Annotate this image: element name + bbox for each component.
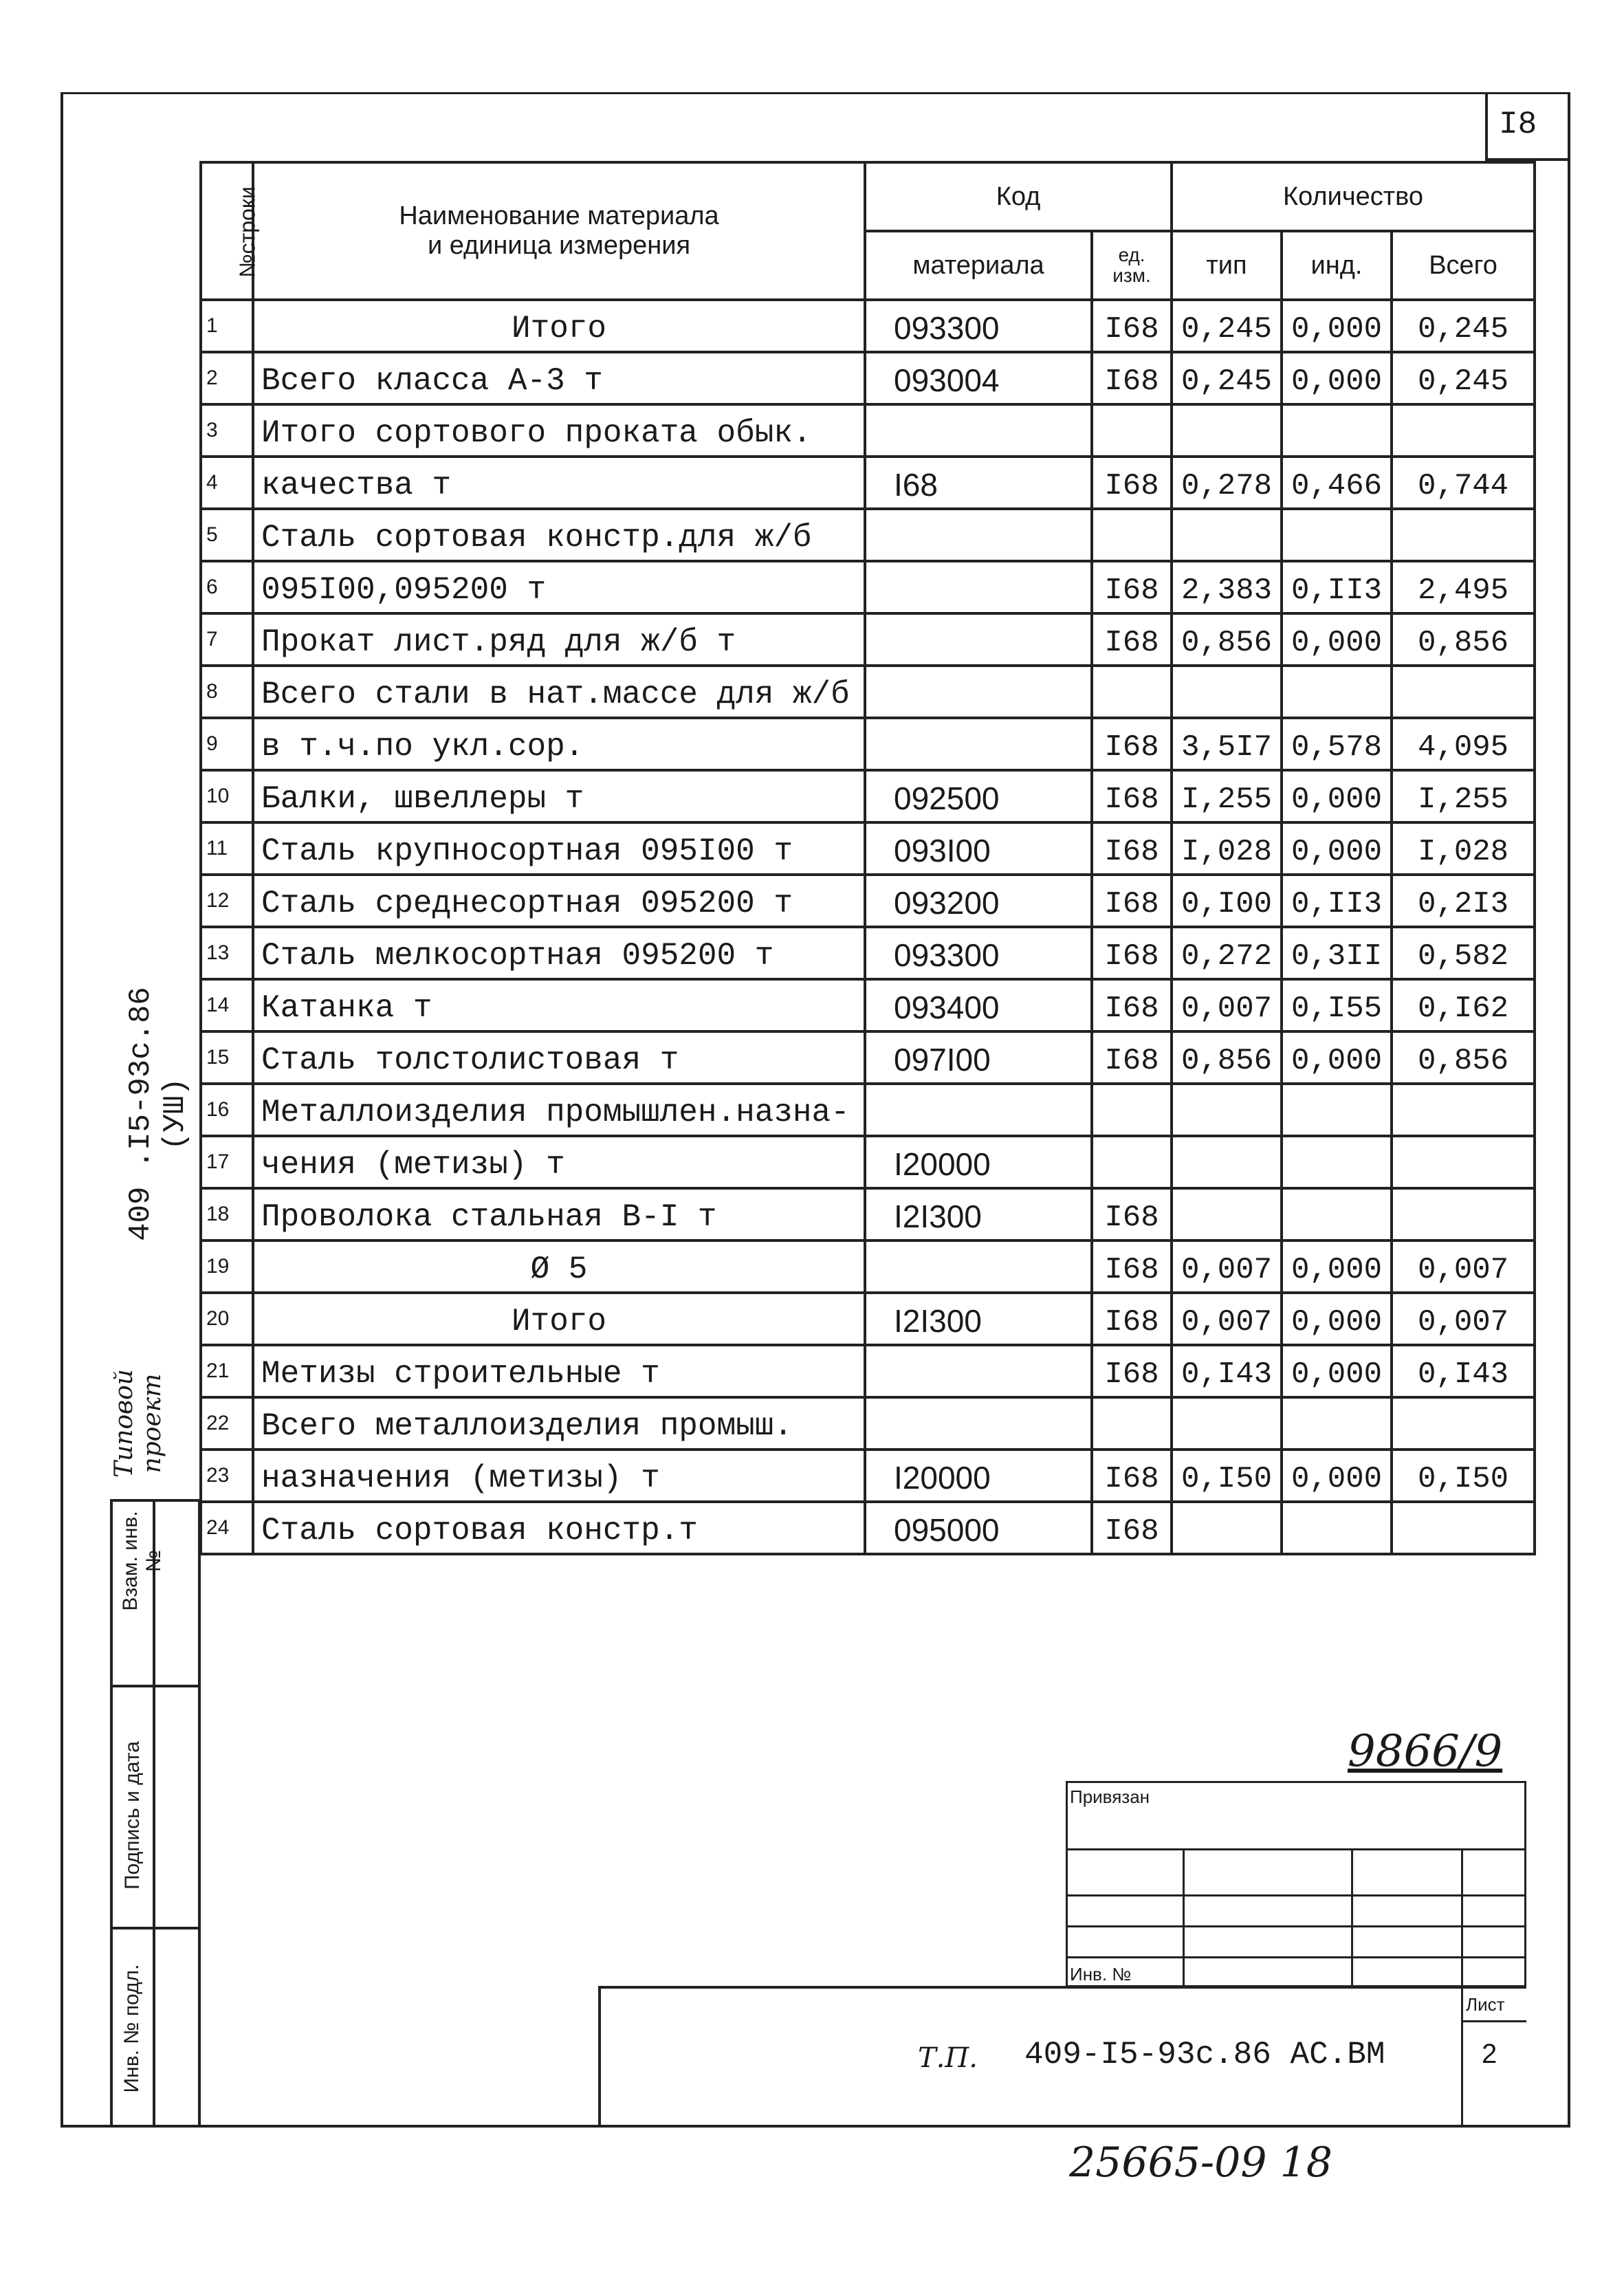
material-code — [865, 718, 1092, 770]
stamp-line — [1461, 1848, 1463, 1987]
stamp-line — [1066, 1925, 1526, 1927]
qty-type — [1172, 1188, 1282, 1240]
typical-project-vertical: Типовой проект — [110, 1369, 166, 1478]
qty-ind: 0,000 — [1282, 822, 1392, 875]
material-name: Всего стали в нат.массе для ж/б — [253, 666, 865, 718]
table-row — [201, 875, 1535, 927]
material-code: 097I00 — [865, 1031, 1092, 1084]
unit-code: I68 — [1092, 457, 1172, 509]
handwritten-number: 9866/9 — [1348, 1726, 1503, 1777]
header-code: Код — [865, 162, 1172, 231]
sheet-number: I8 — [1499, 107, 1537, 142]
row-number: 20 — [201, 1293, 253, 1345]
qty-type: 0,278 — [1172, 457, 1282, 509]
material-name: Всего металлоизделия промыш. — [253, 1397, 865, 1450]
stamp-line — [1066, 1894, 1526, 1896]
qty-type: 0,007 — [1172, 979, 1282, 1031]
unit-code: I68 — [1092, 718, 1172, 770]
table-row — [201, 1188, 1535, 1240]
unit-code: I68 — [1092, 300, 1172, 352]
sheet-label: Лист — [1466, 1994, 1505, 2015]
qty-total: 2,495 — [1392, 561, 1535, 613]
stamp-line — [1351, 1848, 1353, 1987]
qty-ind — [1282, 404, 1392, 457]
qty-type: 0,I43 — [1172, 1345, 1282, 1397]
unit-code: I68 — [1092, 770, 1172, 822]
qty-ind: 0,000 — [1282, 613, 1392, 666]
qty-ind: 0,000 — [1282, 300, 1392, 352]
table-row — [201, 1293, 1535, 1345]
row-number: 2 — [201, 352, 253, 404]
material-code — [865, 1240, 1092, 1293]
unit-code: I68 — [1092, 1031, 1172, 1084]
linked-label: Привязан — [1070, 1786, 1150, 1807]
material-name: Катанка т — [253, 979, 865, 1031]
qty-ind: 0,3II — [1282, 927, 1392, 979]
table-row — [201, 770, 1535, 822]
sheet-divider — [1461, 1986, 1463, 2128]
unit-code: I68 — [1092, 979, 1172, 1031]
qty-ind — [1282, 1502, 1392, 1554]
table-row — [201, 822, 1535, 875]
material-code: 093200 — [865, 875, 1092, 927]
qty-type: 3,5I7 — [1172, 718, 1282, 770]
unit-code — [1092, 509, 1172, 561]
unit-code: I68 — [1092, 1502, 1172, 1554]
row-number: 4 — [201, 457, 253, 509]
qty-total: 0,2I3 — [1392, 875, 1535, 927]
qty-total — [1392, 1136, 1535, 1188]
material-code — [865, 1084, 1092, 1136]
material-code: 093I00 — [865, 822, 1092, 875]
qty-total — [1392, 1397, 1535, 1450]
unit-code — [1092, 1084, 1172, 1136]
table-row — [201, 457, 1535, 509]
stamp-line — [1066, 1956, 1526, 1958]
table-row — [201, 561, 1535, 613]
material-code — [865, 509, 1092, 561]
material-code — [865, 404, 1092, 457]
material-code: 093400 — [865, 979, 1092, 1031]
qty-total: 0,245 — [1392, 352, 1535, 404]
table-row — [201, 1502, 1535, 1554]
material-code: 093004 — [865, 352, 1092, 404]
material-code: 095000 — [865, 1502, 1092, 1554]
qty-type — [1172, 666, 1282, 718]
material-code: I20000 — [865, 1450, 1092, 1502]
header-name: Наименование материала и единица измерения — [253, 162, 865, 300]
material-name: Итого — [253, 1293, 865, 1345]
stamp-line — [1183, 1848, 1185, 1987]
qty-total — [1392, 666, 1535, 718]
material-code: 092500 — [865, 770, 1092, 822]
row-number: 22 — [201, 1397, 253, 1450]
row-number: 23 — [201, 1450, 253, 1502]
stamp-line — [1066, 1848, 1526, 1850]
qty-type — [1172, 1136, 1282, 1188]
material-name: Сталь крупносортная 095I00 т — [253, 822, 865, 875]
row-number: 15 — [201, 1031, 253, 1084]
material-code — [865, 666, 1092, 718]
qty-type: 0,272 — [1172, 927, 1282, 979]
qty-ind: 0,000 — [1282, 1450, 1392, 1502]
unit-code: I68 — [1092, 1293, 1172, 1345]
qty-ind: 0,000 — [1282, 1031, 1392, 1084]
material-name: Всего класса А-3 т — [253, 352, 865, 404]
material-name: Метизы строительные т — [253, 1345, 865, 1397]
material-name: качества т — [253, 457, 865, 509]
qty-type — [1172, 1397, 1282, 1450]
sheet-number-value: 2 — [1482, 2039, 1497, 2069]
header-code-unit: ед. изм. — [1092, 231, 1172, 300]
row-number: 8 — [201, 666, 253, 718]
row-number: 16 — [201, 1084, 253, 1136]
stamp-inv-label: Инв. № подл. — [120, 1964, 143, 2093]
table-row — [201, 1084, 1535, 1136]
qty-total: 0,I43 — [1392, 1345, 1535, 1397]
row-number: 12 — [201, 875, 253, 927]
material-code: I20000 — [865, 1136, 1092, 1188]
material-name: Металлоизделия промышлен.назна- — [253, 1084, 865, 1136]
header-qty-ind: инд. — [1282, 231, 1392, 300]
document-code: 409-I5-93с.86 АС.ВМ — [1024, 2037, 1385, 2073]
table-row — [201, 613, 1535, 666]
header-quantity: Количество — [1172, 162, 1535, 231]
qty-ind — [1282, 1136, 1392, 1188]
project-code-vertical: 409 .I5-93с.86 (УШ) — [124, 987, 193, 1241]
header-qty-total: Всего — [1392, 231, 1535, 300]
qty-total: 0,856 — [1392, 613, 1535, 666]
material-name: Балки, швеллеры т — [253, 770, 865, 822]
material-name: в т.ч.по укл.сор. — [253, 718, 865, 770]
row-number: 18 — [201, 1188, 253, 1240]
material-name: Сталь мелкосортная 095200 т — [253, 927, 865, 979]
header-qty-type: тип — [1172, 231, 1282, 300]
qty-total — [1392, 404, 1535, 457]
unit-code: I68 — [1092, 1345, 1172, 1397]
material-code: 093300 — [865, 300, 1092, 352]
material-name: Ø 5 — [253, 1240, 865, 1293]
table-row — [201, 300, 1535, 352]
table-row — [201, 1240, 1535, 1293]
qty-total — [1392, 509, 1535, 561]
qty-ind — [1282, 1084, 1392, 1136]
qty-type: 0,245 — [1172, 300, 1282, 352]
stamp-divider — [153, 1499, 155, 2128]
qty-type — [1172, 1084, 1282, 1136]
qty-type: 0,856 — [1172, 613, 1282, 666]
stamp-sign-label: Подпись и дата — [121, 1741, 144, 1890]
material-name: чения (метизы) т — [253, 1136, 865, 1188]
qty-total: 0,856 — [1392, 1031, 1535, 1084]
stamp-replace-label: Взам. инв. № — [119, 1511, 165, 1611]
unit-code — [1092, 404, 1172, 457]
row-number: 17 — [201, 1136, 253, 1188]
material-code — [865, 1397, 1092, 1450]
row-number: 6 — [201, 561, 253, 613]
material-code: I2I300 — [865, 1188, 1092, 1240]
qty-type: I,255 — [1172, 770, 1282, 822]
row-number: 19 — [201, 1240, 253, 1293]
qty-ind — [1282, 1188, 1392, 1240]
material-code: I2I300 — [865, 1293, 1092, 1345]
material-code — [865, 1345, 1092, 1397]
material-code — [865, 561, 1092, 613]
material-name: Сталь толстолистовая т — [253, 1031, 865, 1084]
qty-type: 0,007 — [1172, 1240, 1282, 1293]
qty-ind: 0,466 — [1282, 457, 1392, 509]
unit-code: I68 — [1092, 352, 1172, 404]
sheet-divider — [1461, 2020, 1526, 2022]
qty-ind: 0,000 — [1282, 770, 1392, 822]
qty-total: I,255 — [1392, 770, 1535, 822]
table-row — [201, 1345, 1535, 1397]
qty-total: 0,744 — [1392, 457, 1535, 509]
material-name: назначения (метизы) т — [253, 1450, 865, 1502]
inv-label: Инв. № — [1070, 1964, 1132, 1985]
unit-code — [1092, 1397, 1172, 1450]
qty-total — [1392, 1502, 1535, 1554]
material-name: Проволока стальная В-I т — [253, 1188, 865, 1240]
table-row — [201, 1136, 1535, 1188]
qty-type: 0,I00 — [1172, 875, 1282, 927]
qty-type: 0,856 — [1172, 1031, 1282, 1084]
material-name: Прокат лист.ряд для ж/б т — [253, 613, 865, 666]
bottom-number: 25665-09 18 — [1069, 2139, 1332, 2187]
material-name: Итого сортового проката обык. — [253, 404, 865, 457]
table-row — [201, 979, 1535, 1031]
qty-ind: 0,578 — [1282, 718, 1392, 770]
qty-ind — [1282, 1397, 1392, 1450]
stamp-divider — [110, 1927, 201, 1929]
unit-code: I68 — [1092, 875, 1172, 927]
qty-total: 4,095 — [1392, 718, 1535, 770]
qty-total — [1392, 1084, 1535, 1136]
table-row — [201, 404, 1535, 457]
qty-ind — [1282, 666, 1392, 718]
qty-ind: 0,000 — [1282, 352, 1392, 404]
unit-code: I68 — [1092, 1450, 1172, 1502]
table-row — [201, 509, 1535, 561]
qty-type: 0,I50 — [1172, 1450, 1282, 1502]
table-row — [201, 1031, 1535, 1084]
table-row — [201, 718, 1535, 770]
row-number: 14 — [201, 979, 253, 1031]
unit-code: I68 — [1092, 822, 1172, 875]
qty-ind: 0,II3 — [1282, 875, 1392, 927]
row-number: 21 — [201, 1345, 253, 1397]
material-name: Сталь сортовая констр.для ж/б — [253, 509, 865, 561]
qty-type — [1172, 404, 1282, 457]
row-number: 13 — [201, 927, 253, 979]
row-number: 1 — [201, 300, 253, 352]
unit-code: I68 — [1092, 613, 1172, 666]
qty-ind: 0,000 — [1282, 1240, 1392, 1293]
qty-ind: 0,000 — [1282, 1293, 1392, 1345]
qty-ind: 0,II3 — [1282, 561, 1392, 613]
unit-code — [1092, 1136, 1172, 1188]
stamp-divider — [110, 1685, 201, 1687]
qty-type — [1172, 1502, 1282, 1554]
material-code — [865, 613, 1092, 666]
qty-type: 0,245 — [1172, 352, 1282, 404]
material-name: 095I00,095200 т — [253, 561, 865, 613]
table-row — [201, 1397, 1535, 1450]
qty-total: 0,245 — [1392, 300, 1535, 352]
header-row-no: №строки — [201, 162, 253, 300]
row-number: 10 — [201, 770, 253, 822]
qty-total: 0,I62 — [1392, 979, 1535, 1031]
row-number: 11 — [201, 822, 253, 875]
material-code: 093300 — [865, 927, 1092, 979]
material-name: Сталь среднесортная 095200 т — [253, 875, 865, 927]
qty-total: 0,I50 — [1392, 1450, 1535, 1502]
table-row — [201, 666, 1535, 718]
qty-total: 0,582 — [1392, 927, 1535, 979]
row-number: 24 — [201, 1502, 253, 1554]
table-row — [201, 1450, 1535, 1502]
material-code: I68 — [865, 457, 1092, 509]
unit-code — [1092, 666, 1172, 718]
material-name: Сталь сортовая констр.т — [253, 1502, 865, 1554]
qty-type: 2,383 — [1172, 561, 1282, 613]
qty-type: I,028 — [1172, 822, 1282, 875]
qty-type — [1172, 509, 1282, 561]
qty-total: I,028 — [1392, 822, 1535, 875]
qty-total: 0,007 — [1392, 1293, 1535, 1345]
table-row — [201, 352, 1535, 404]
qty-total: 0,007 — [1392, 1240, 1535, 1293]
unit-code: I68 — [1092, 561, 1172, 613]
unit-code: I68 — [1092, 1240, 1172, 1293]
qty-ind: 0,000 — [1282, 1345, 1392, 1397]
qty-total — [1392, 1188, 1535, 1240]
row-number: 3 — [201, 404, 253, 457]
qty-ind — [1282, 509, 1392, 561]
materials-table — [199, 161, 1536, 1555]
qty-type: 0,007 — [1172, 1293, 1282, 1345]
header-code-material: материала — [865, 231, 1092, 300]
row-number: 9 — [201, 718, 253, 770]
unit-code: I68 — [1092, 1188, 1172, 1240]
row-number: 5 — [201, 509, 253, 561]
unit-code: I68 — [1092, 927, 1172, 979]
qty-ind: 0,I55 — [1282, 979, 1392, 1031]
material-name: Итого — [253, 300, 865, 352]
row-number: 7 — [201, 613, 253, 666]
tp-label: Т.П. — [918, 2042, 978, 2074]
table-row — [201, 927, 1535, 979]
